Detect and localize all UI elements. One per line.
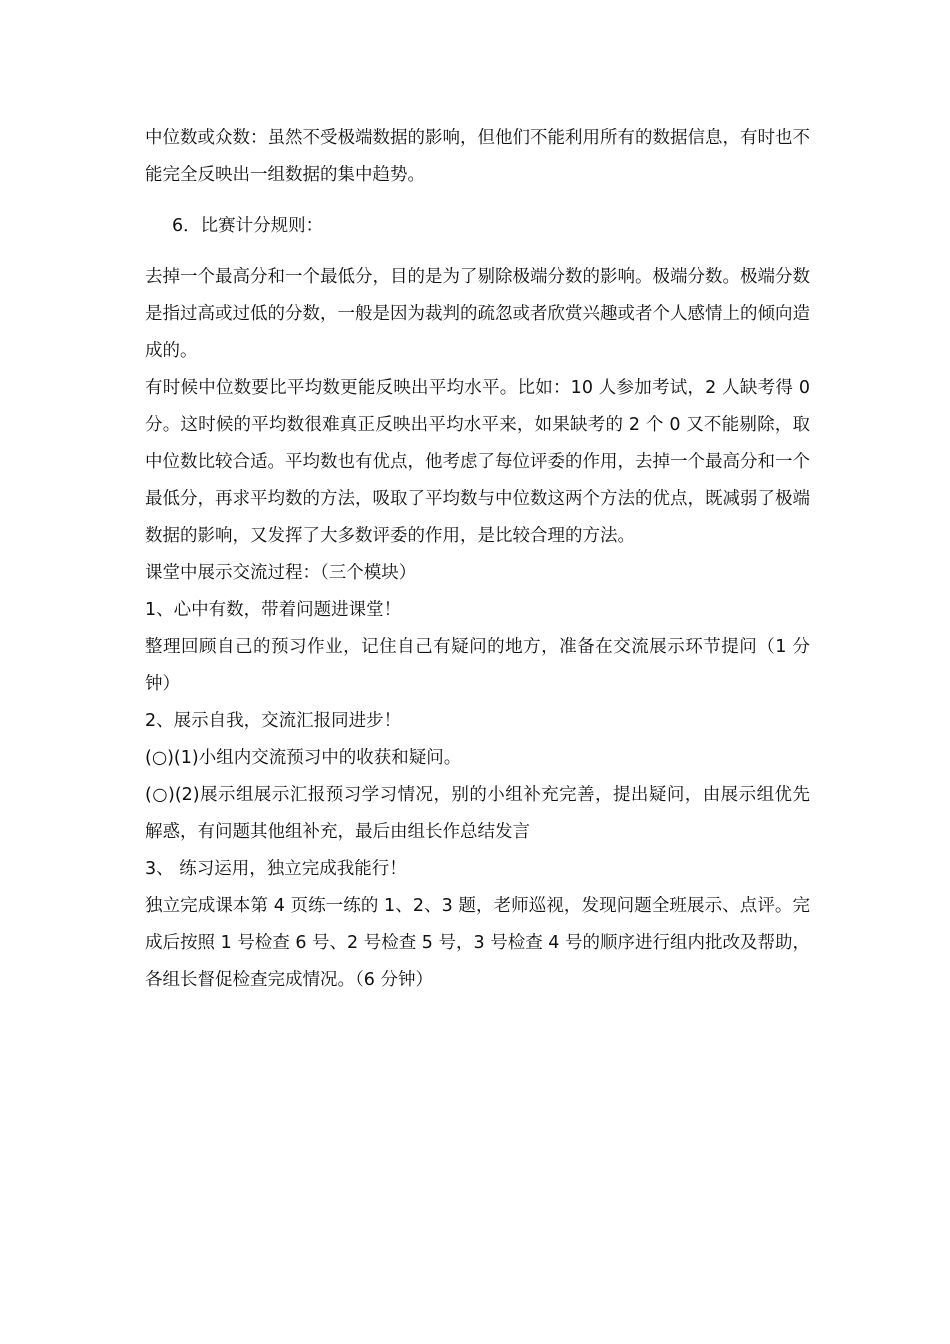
section-heading-scoring-rules: 6．比赛计分规则：: [172, 216, 324, 236]
paragraph-median-vs-mean: 有时候中位数要比平均数更能反映出平均水平。比如：10 人参加考试，2 人缺考得 0 分。这时候的平均数很难真正反映出平均水平来，如果缺考的 2 个 0 又不能剔除，取中位数比较合适。平均数也有优点，他考虑了每位评委的作用，去掉一个最高分和一个最低分，再求平均数的方法，吸取了平均数与中位数这两个方法的优点，既减弱了极端数据的影响，又发挥了大多数评委的作用，是比较合理的方法。: [145, 378, 810, 546]
paragraph-module-2-item-2: (○)(2)展示组展示汇报预习学习情况，别的小组补充完善，提出疑问，由展示组优先解惑，有问题其他组补充，最后由组长作总结发言: [145, 785, 810, 842]
paragraph-median-mode: 中位数或众数：虽然不受极端数据的影响，但他们不能利用所有的数据信息，有时也不能完全反映出一组数据的集中趋势。: [145, 128, 810, 185]
paragraph-module-1: 整理回顾自己的预习作业，记住自己有疑问的地方，准备在交流展示环节提问（1 分钟）: [145, 637, 810, 694]
document-body: [145, 120, 810, 999]
paragraph-remove-extremes: 去掉一个最高分和一个最低分，目的是为了剔除极端分数的影响。极端分数。极端分数是指过高或过低的分数，一般是因为裁判的疏忽或者欣赏兴趣或者个人感情上的倾向造成的。: [145, 267, 810, 361]
module-heading-1: 1、心中有数，带着问题进课堂！: [145, 600, 402, 620]
module-heading-3: 3、 练习运用，独立完成我能行！: [145, 859, 407, 879]
paragraph-module-3: 独立完成课本第 4 页练一练的 1、2、3 题，老师巡视，发现问题全班展示、点评。完成后按照 1 号检查 6 号、2 号检查 5 号，3 号检查 4 号的顺序进行组内批改及帮助，各组长督促检查完成情况。（6 分钟）: [145, 896, 810, 990]
module-heading-2: 2、展示自我，交流汇报同进步！: [145, 711, 402, 731]
paragraph-class-process: 课堂中展示交流过程：（三个模块）: [145, 563, 417, 583]
paragraph-module-2-item-1: (○)(1)小组内交流预习中的收获和疑问。: [145, 748, 462, 768]
